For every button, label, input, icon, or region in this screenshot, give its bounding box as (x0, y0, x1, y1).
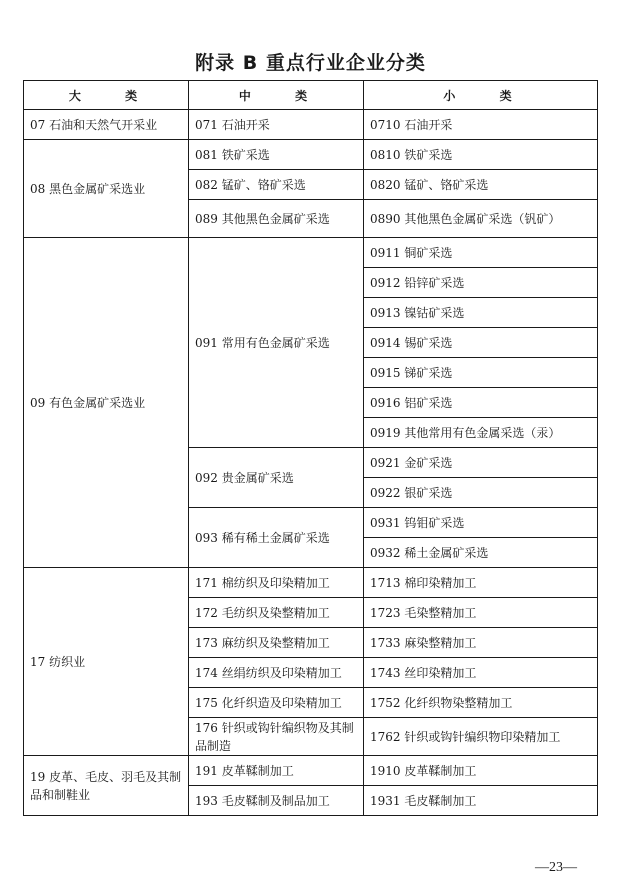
minor-cell: 0921 金矿采选 (364, 448, 598, 478)
minor-cell: 0932 稀土金属矿采选 (364, 538, 598, 568)
medium-cell: 175 化纤织造及印染精加工 (189, 688, 364, 718)
minor-cell: 1931 毛皮鞣制加工 (364, 786, 598, 816)
minor-cell: 0911 铜矿采选 (364, 238, 598, 268)
header-minor: 小 类 (364, 81, 598, 110)
medium-cell: 173 麻纺织及染整精加工 (189, 628, 364, 658)
major-cell: 17 纺织业 (24, 568, 189, 756)
major-cell: 08 黑色金属矿采选业 (24, 140, 189, 238)
minor-cell: 0914 锡矿采选 (364, 328, 598, 358)
table-header-row (24, 81, 598, 110)
minor-cell: 1762 针织或钩针编织物印染精加工 (364, 718, 598, 756)
minor-cell: 1713 棉印染精加工 (364, 568, 598, 598)
table-row (24, 756, 598, 786)
industry-classification-table (23, 80, 598, 816)
medium-cell: 171 棉纺织及印染精加工 (189, 568, 364, 598)
minor-cell: 1723 毛染整精加工 (364, 598, 598, 628)
medium-cell: 091 常用有色金属矿采选 (189, 238, 364, 448)
major-cell: 19 皮革、毛皮、羽毛及其制品和制鞋业 (24, 756, 189, 816)
medium-cell: 193 毛皮鞣制及制品加工 (189, 786, 364, 816)
medium-cell: 082 锰矿、铬矿采选 (189, 170, 364, 200)
table-row (24, 110, 598, 140)
medium-cell: 092 贵金属矿采选 (189, 448, 364, 508)
minor-cell: 0919 其他常用有色金属采选（汞） (364, 418, 598, 448)
minor-cell: 0931 钨钼矿采选 (364, 508, 598, 538)
minor-cell: 1752 化纤织物染整精加工 (364, 688, 598, 718)
medium-cell: 174 丝绢纺织及印染精加工 (189, 658, 364, 688)
major-cell: 09 有色金属矿采选业 (24, 238, 189, 568)
medium-cell: 081 铁矿采选 (189, 140, 364, 170)
medium-cell: 071 石油开采 (189, 110, 364, 140)
header-major: 大 类 (24, 81, 189, 110)
minor-cell: 0913 镍钴矿采选 (364, 298, 598, 328)
minor-cell: 1910 皮革鞣制加工 (364, 756, 598, 786)
header-medium: 中 类 (189, 81, 364, 110)
minor-cell: 0820 锰矿、铬矿采选 (364, 170, 598, 200)
page-title: 附录 B 重点行业企业分类 (195, 52, 426, 74)
minor-cell: 0890 其他黑色金属矿采选（钒矿） (364, 200, 598, 238)
medium-cell: 093 稀有稀土金属矿采选 (189, 508, 364, 568)
medium-cell: 172 毛纺织及染整精加工 (189, 598, 364, 628)
minor-cell: 0810 铁矿采选 (364, 140, 598, 170)
minor-cell: 0915 锑矿采选 (364, 358, 598, 388)
page-number: —23— (535, 860, 577, 875)
medium-cell: 191 皮革鞣制加工 (189, 756, 364, 786)
table-row (24, 140, 598, 170)
medium-cell: 089 其他黑色金属矿采选 (189, 200, 364, 238)
table-row (24, 238, 598, 268)
minor-cell: 0922 银矿采选 (364, 478, 598, 508)
minor-cell: 0912 铅锌矿采选 (364, 268, 598, 298)
major-cell: 07 石油和天然气开采业 (24, 110, 189, 140)
medium-cell: 176 针织或钩针编织物及其制品制造 (189, 718, 364, 756)
minor-cell: 0916 铝矿采选 (364, 388, 598, 418)
minor-cell: 0710 石油开采 (364, 110, 598, 140)
table-row (24, 568, 598, 598)
minor-cell: 1733 麻染整精加工 (364, 628, 598, 658)
minor-cell: 1743 丝印染精加工 (364, 658, 598, 688)
